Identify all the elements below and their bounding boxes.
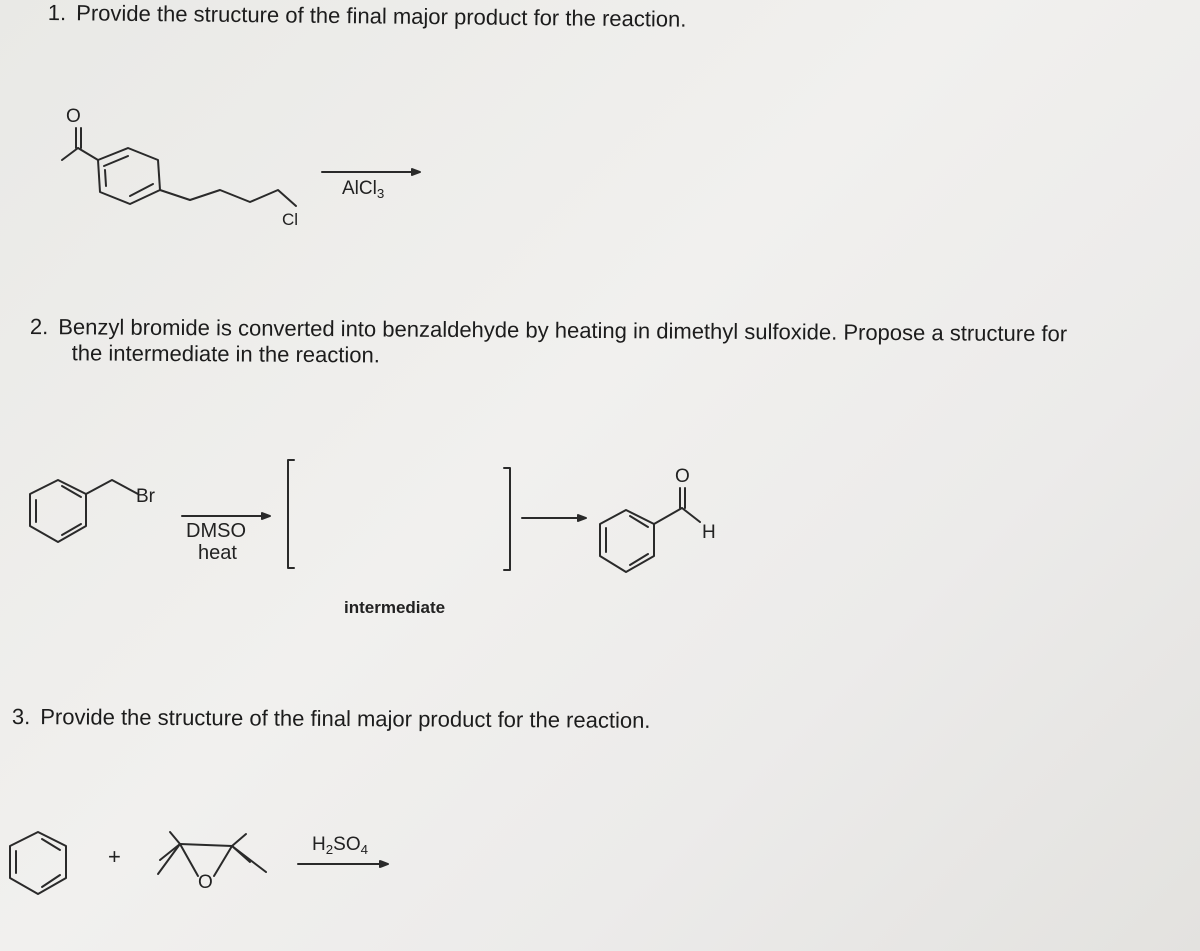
r3-ether-oxygen: O [198, 872, 213, 893]
r1-oxygen-label: O [66, 106, 81, 127]
r3-benzene-ring [10, 832, 66, 894]
r1-alkyl-chain [160, 190, 296, 206]
r1-reagent-main: AlCl [342, 178, 377, 199]
r2-reagent-heat: heat [198, 542, 237, 564]
r2-ring-double-3 [62, 524, 81, 535]
r1-reagent-label [342, 178, 384, 201]
r1-ring-double-2 [130, 184, 153, 196]
r2-arrow-head-2 [578, 515, 586, 521]
r2-aldehyde-hydrogen: H [702, 522, 716, 543]
r2-right-bracket [504, 468, 510, 570]
question-1-text: Provide the structure of the final major product for the reaction. [76, 0, 687, 32]
question-2-number: 2. [29, 314, 49, 340]
reaction2-structures [30, 460, 700, 572]
r3-arrow-head [380, 861, 388, 867]
r3-reagent-h: H [312, 834, 326, 855]
r2-benzaldehyde-ring [600, 510, 654, 572]
r2-bromine-label: Br [136, 486, 155, 507]
r1-benzene-ring [98, 148, 160, 204]
r2-bz-double-3 [630, 554, 648, 565]
r3-methyl-2 [158, 844, 180, 874]
question-2 [30, 314, 1068, 373]
r1-reagent-sub: 3 [376, 186, 385, 201]
r3-reagent-so-sub: 4 [360, 842, 368, 857]
r2-ring-double-2 [62, 486, 81, 497]
r2-aldehyde-oxygen: O [675, 466, 690, 487]
r1-chlorine-label: Cl [282, 210, 299, 229]
r2-benzyl-ring [30, 480, 86, 542]
question-2-text-line2: the intermediate in the reaction. [71, 340, 380, 368]
r3-methyl-4 [232, 846, 266, 872]
question-3 [12, 704, 651, 734]
r3-methyl-1 [170, 832, 180, 844]
r1-methyl-bond [62, 148, 78, 160]
r3-ether-backbone [160, 844, 250, 862]
r2-bz-double-2 [630, 516, 648, 527]
r1-ring-double-1 [104, 156, 128, 166]
r1-acyl-ring-bond [78, 148, 98, 160]
r2-intermediate-label: intermediate [344, 598, 446, 617]
question-3-number: 3. [11, 704, 31, 730]
r3-methyl-3 [232, 834, 246, 846]
r3-reagent-label [312, 834, 368, 857]
question-2-text-line1: Benzyl bromide is converted into benzaldehyde by heating in dimethyl sulfoxide. Propose a structure for [58, 314, 1068, 347]
r2-left-bracket [288, 460, 294, 568]
r3-reagent-h-sub: 2 [325, 842, 334, 857]
r3-ring-co-2 [214, 846, 232, 876]
r2-aldehyde-bond [654, 508, 682, 524]
r3-ring-double-2 [42, 839, 60, 850]
r2-reagent-dmso: DMSO [186, 520, 246, 542]
question-1 [48, 0, 687, 33]
r3-ring-co-1 [180, 844, 198, 876]
r1-arrow-head [412, 169, 420, 175]
r3-ring-double-3 [42, 875, 60, 887]
r2-arrow-head-1 [262, 513, 270, 519]
r2-benzyl-chain [86, 480, 138, 494]
r3-reagent-so: SO [333, 834, 361, 855]
r2-aldehyde-h-bond [682, 508, 700, 522]
question-3-text: Provide the structure of the final major product for the reaction. [40, 704, 651, 733]
question-1-number: 1. [47, 0, 67, 26]
r1-ring-double-3 [105, 170, 106, 186]
r3-plus-sign: + [108, 844, 121, 869]
